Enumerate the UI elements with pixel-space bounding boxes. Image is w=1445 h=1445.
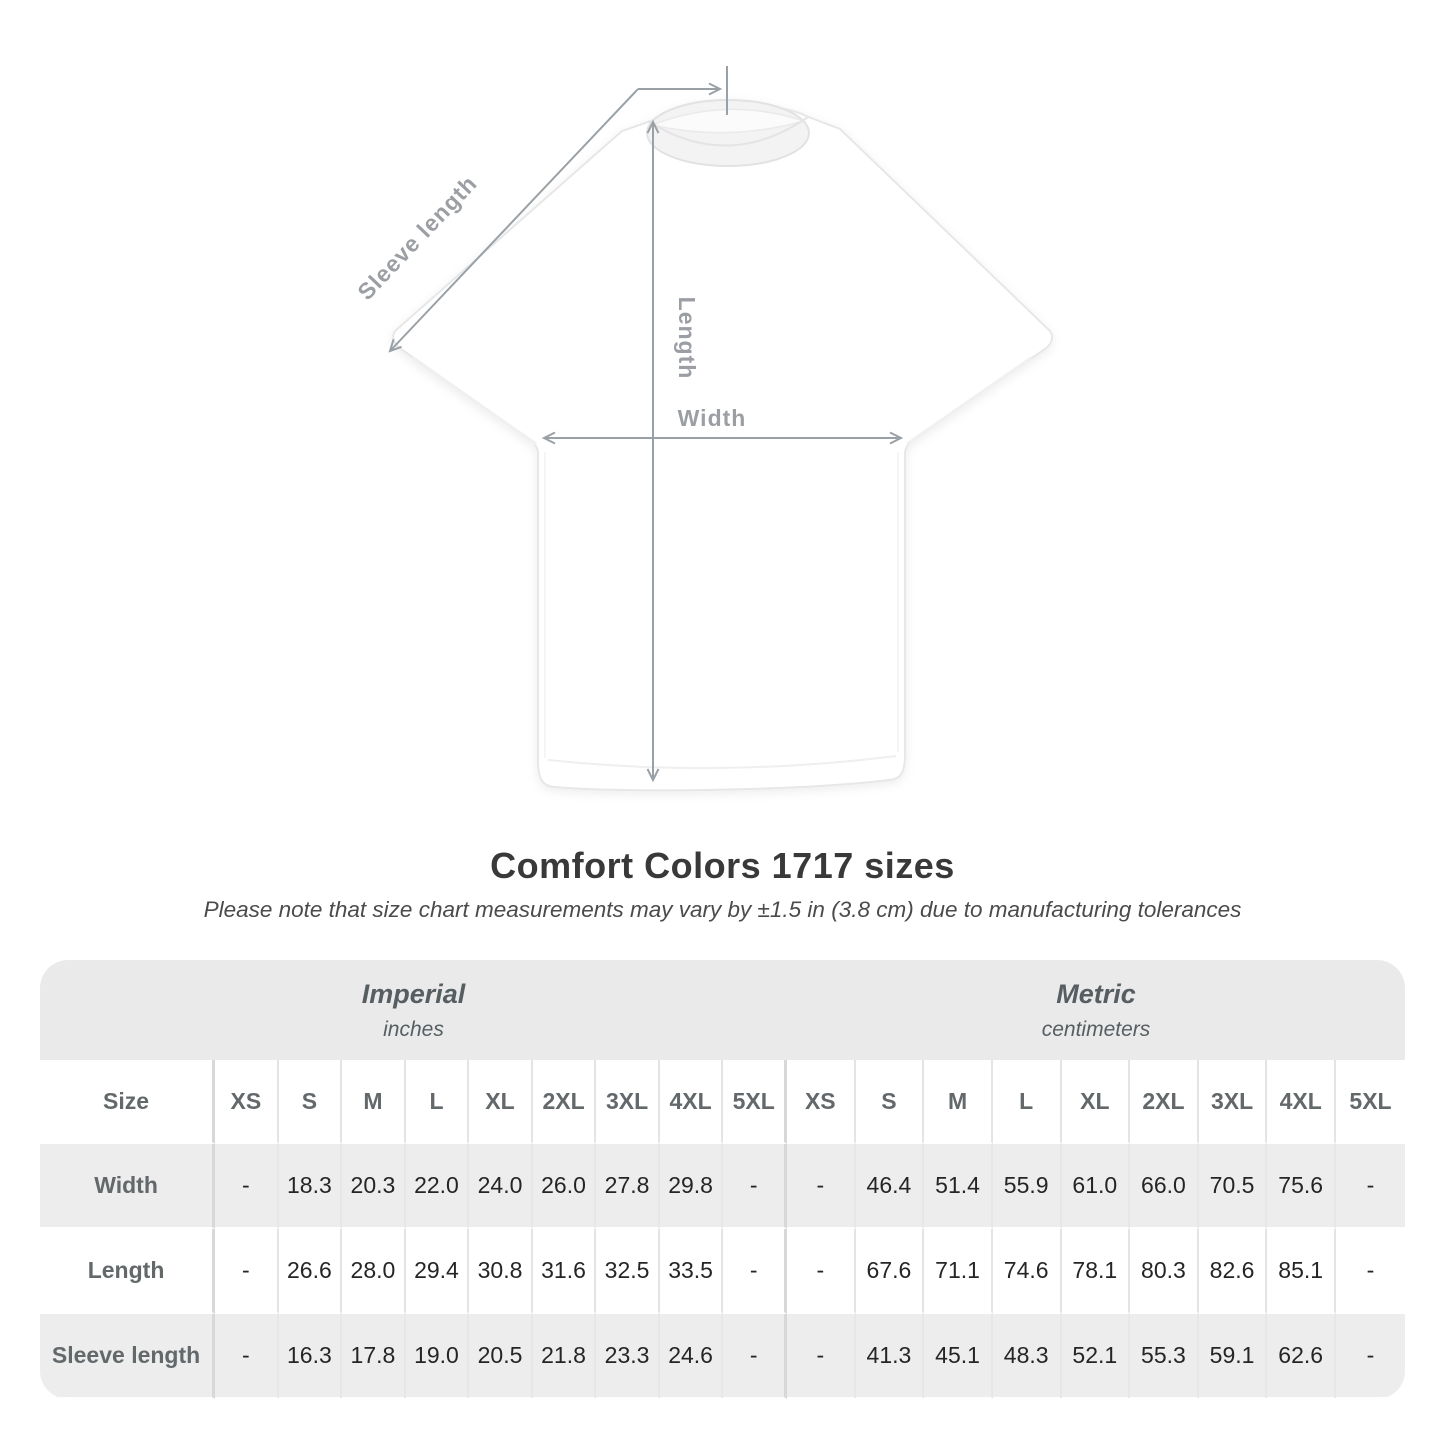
value-cell: 85.1: [1267, 1229, 1336, 1314]
value-cell: 59.1: [1199, 1314, 1268, 1399]
size-col-metric: 5XL: [1336, 1060, 1405, 1144]
value-cell: 27.8: [596, 1144, 660, 1229]
value-cell: -: [1336, 1314, 1405, 1399]
value-cell: -: [787, 1314, 856, 1399]
value-cell: 24.0: [469, 1144, 533, 1229]
size-col-metric: L: [993, 1060, 1062, 1144]
sleeve-length-label: Sleeve length: [352, 170, 483, 305]
value-cell: 70.5: [1199, 1144, 1268, 1229]
value-cell: 18.3: [279, 1144, 343, 1229]
size-col-metric: 4XL: [1267, 1060, 1336, 1144]
size-col-imperial: 2XL: [533, 1060, 597, 1144]
value-cell: 24.6: [660, 1314, 724, 1399]
value-cell: 52.1: [1062, 1314, 1131, 1399]
value-cell: 66.0: [1130, 1144, 1199, 1229]
value-cell: -: [723, 1229, 787, 1314]
value-cell: 30.8: [469, 1229, 533, 1314]
value-cell: 32.5: [596, 1229, 660, 1314]
value-cell: 80.3: [1130, 1229, 1199, 1314]
value-cell: 26.6: [279, 1229, 343, 1314]
row-label-length: Length: [40, 1229, 215, 1314]
value-cell: -: [215, 1229, 279, 1314]
value-cell: 31.6: [533, 1229, 597, 1314]
imperial-band: [40, 960, 787, 1060]
imperial-unit: inches: [383, 1017, 444, 1041]
value-cell: -: [215, 1314, 279, 1399]
width-row: [40, 1144, 1405, 1229]
size-col-imperial: XL: [469, 1060, 533, 1144]
value-cell: 33.5: [660, 1229, 724, 1314]
size-col-metric: 3XL: [1199, 1060, 1268, 1144]
value-cell: 67.6: [856, 1229, 925, 1314]
metric-unit: centimeters: [1041, 1017, 1151, 1041]
metric-band: [787, 960, 1405, 1060]
tshirt-illustration: [393, 100, 1052, 790]
value-cell: -: [787, 1229, 856, 1314]
value-cell: 19.0: [406, 1314, 470, 1399]
value-cell: 61.0: [1062, 1144, 1131, 1229]
value-cell: 29.8: [660, 1144, 724, 1229]
value-cell: -: [215, 1144, 279, 1229]
value-cell: 17.8: [342, 1314, 406, 1399]
page-title: Comfort Colors 1717 sizes: [490, 845, 955, 886]
size-col-metric: S: [856, 1060, 925, 1144]
value-cell: 48.3: [993, 1314, 1062, 1399]
size-header-cell: Size: [40, 1060, 215, 1144]
value-cell: 20.3: [342, 1144, 406, 1229]
value-cell: 78.1: [1062, 1229, 1131, 1314]
size-col-imperial: L: [406, 1060, 470, 1144]
value-cell: 62.6: [1267, 1314, 1336, 1399]
size-col-metric: M: [924, 1060, 993, 1144]
value-cell: -: [723, 1314, 787, 1399]
width-label: Width: [677, 405, 747, 431]
size-col-metric: XS: [787, 1060, 856, 1144]
value-cell: 26.0: [533, 1144, 597, 1229]
value-cell: -: [787, 1144, 856, 1229]
value-cell: 21.8: [533, 1314, 597, 1399]
length-label: Length: [674, 296, 700, 380]
size-col-imperial: 3XL: [596, 1060, 660, 1144]
size-col-imperial: S: [279, 1060, 343, 1144]
value-cell: 23.3: [596, 1314, 660, 1399]
size-col-imperial: XS: [215, 1060, 279, 1144]
size-header-row: [40, 1060, 1405, 1144]
size-col-imperial: 4XL: [660, 1060, 724, 1144]
value-cell: 41.3: [856, 1314, 925, 1399]
unit-band-row: [40, 960, 1405, 1060]
size-col-imperial: M: [342, 1060, 406, 1144]
size-col-imperial: 5XL: [723, 1060, 787, 1144]
tolerance-note: Please note that size chart measurements may vary by ±1.5 in (3.8 cm) due to manufacturing tolerances: [203, 897, 1242, 922]
value-cell: 16.3: [279, 1314, 343, 1399]
value-cell: 22.0: [406, 1144, 470, 1229]
length-row: [40, 1229, 1405, 1314]
size-table-container: [40, 960, 1405, 1399]
value-cell: 75.6: [1267, 1144, 1336, 1229]
row-label-sleeve-length: Sleeve length: [40, 1314, 215, 1399]
sleeve-length-row: [40, 1314, 1405, 1399]
value-cell: 82.6: [1199, 1229, 1268, 1314]
value-cell: 55.9: [993, 1144, 1062, 1229]
size-col-metric: XL: [1062, 1060, 1131, 1144]
value-cell: 46.4: [856, 1144, 925, 1229]
imperial-title: Imperial: [361, 978, 466, 1009]
value-cell: 28.0: [342, 1229, 406, 1314]
value-cell: -: [723, 1144, 787, 1229]
value-cell: 74.6: [993, 1229, 1062, 1314]
metric-title: Metric: [1056, 978, 1136, 1009]
value-cell: 51.4: [924, 1144, 993, 1229]
size-col-metric: 2XL: [1130, 1060, 1199, 1144]
size-table: [40, 960, 1405, 1399]
value-cell: 29.4: [406, 1229, 470, 1314]
row-label-width: Width: [40, 1144, 215, 1229]
value-cell: 45.1: [924, 1314, 993, 1399]
value-cell: -: [1336, 1144, 1405, 1229]
value-cell: 55.3: [1130, 1314, 1199, 1399]
value-cell: -: [1336, 1229, 1405, 1314]
value-cell: 20.5: [469, 1314, 533, 1399]
value-cell: 71.1: [924, 1229, 993, 1314]
